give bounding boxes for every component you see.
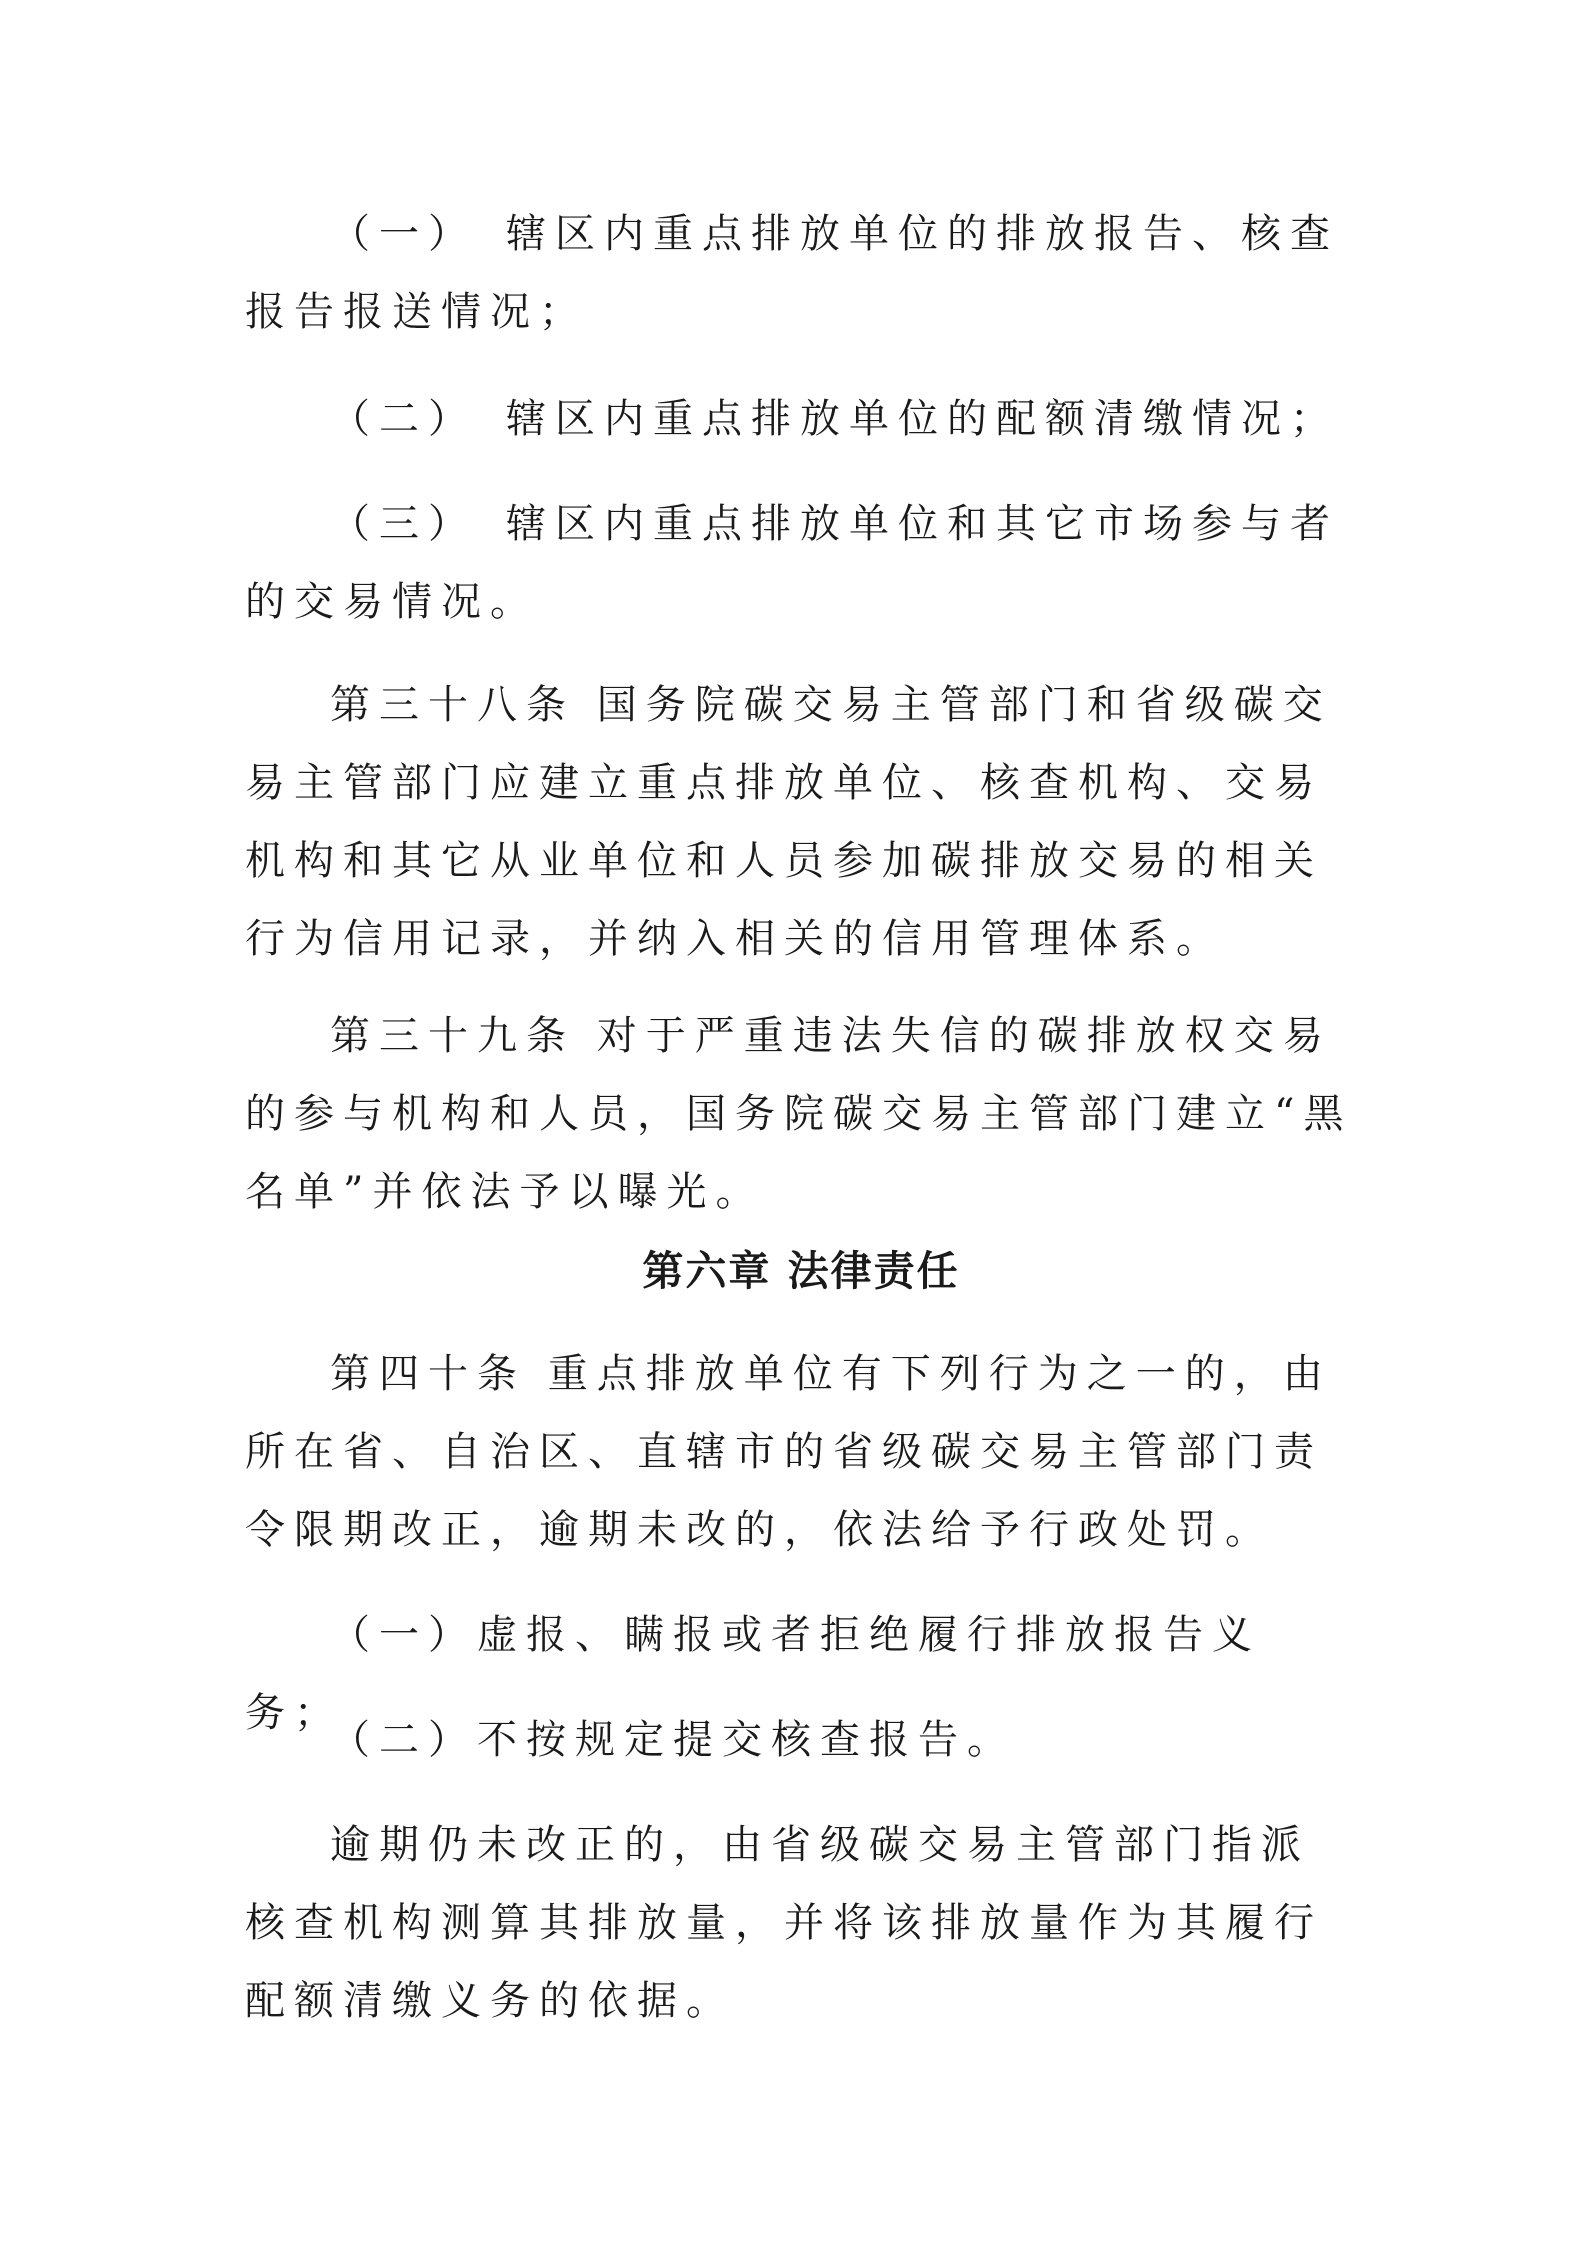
chapter-heading: 第六章 法律责任 <box>642 1247 960 1295</box>
paragraph-item-5: （二）不按规定提交核查报告。 <box>330 1717 1016 1763</box>
paragraph-item-4: （一）虚报、瞒报或者拒绝履行排放报告义务； <box>245 1612 1261 1736</box>
paragraph-item-3: （三） 辖区内重点排放单位和其它市场参与者的交易情况。 <box>245 501 1339 625</box>
paragraph-article-39: 第三十九条 对于严重违法失信的碳排放权交易的参与机构和人员，国务院碳交易主管部门建立“黑名单”并依法予以曝光。 <box>245 1013 1353 1215</box>
paragraph-article-40: 第四十条 重点排放单位有下列行为之一的，由所在省、自治区、直辖市的省级碳交易主管部门责令限期改正，逾期未改的，依法给予行政处罚。 <box>245 1351 1332 1553</box>
paragraph-item-2: （二） 辖区内重点排放单位的配额清缴情况； <box>330 396 1339 442</box>
paragraph-article-38: 第三十八条 国务院碳交易主管部门和省级碳交易主管部门应建立重点排放单位、核查机构、交易机构和其它从业单位和人员参加碳排放交易的相关行为信用记录，并纳入相关的信用管理体系。 <box>245 682 1332 962</box>
paragraph-overdue: 逾期仍未改正的，由省级碳交易主管部门指派核查机构测算其排放量，并将该排放量作为其履行配额清缴义务的依据。 <box>245 1822 1323 2024</box>
paragraph-item-1: （一） 辖区内重点排放单位的排放报告、核查报告报送情况； <box>245 211 1339 335</box>
